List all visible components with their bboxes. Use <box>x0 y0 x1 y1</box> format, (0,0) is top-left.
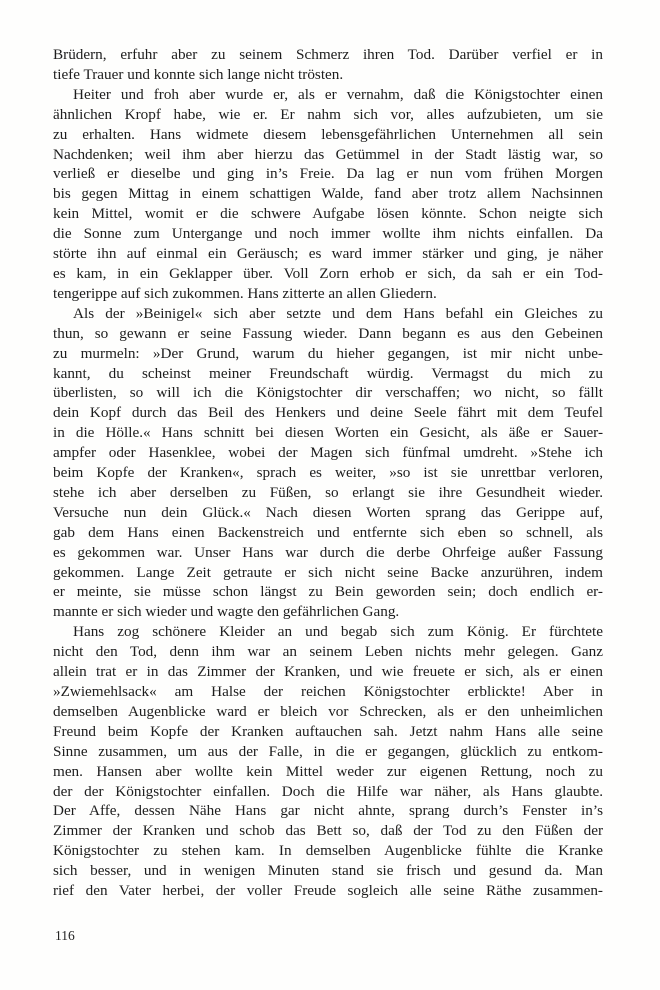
text-line: kannt, du scheinst meiner Freundschaft würdig. Vermagst du mich zu <box>53 364 603 382</box>
text-line: Nachdenken; weil ihm aber hierzu das Getümmel in der Stadt lästig war, so <box>53 145 603 163</box>
text-line: es kam, in ein Geklapper über. Voll Zorn erhob er sich, da sah er ein Tod- <box>53 264 603 282</box>
text-line: Hans zog schönere Kleider an und begab sich zum König. Er fürchtete <box>73 623 603 641</box>
text-line: thun, so gewann er seine Fassung wieder. Dann begann es aus den Gebeinen <box>53 324 603 342</box>
text-line: zu erhalten. Hans widmete diesem lebensgefährlichen Unternehmen all sein <box>53 125 603 143</box>
text-line: stehe ich aber derselben zu Füßen, so erlangt sie ihre Gesundheit wieder. <box>53 483 603 501</box>
text-line: gab dem Hans einen Backenstreich und entfernte sich eben so schnell, als <box>53 523 603 541</box>
text-line: kein Mittel, womit er die schwere Aufgabe lösen könnte. Schon neigte sich <box>53 205 603 223</box>
text-line: Als der »Beinigel« sich aber setzte und dem Hans befahl ein Gleiches zu <box>73 304 603 322</box>
text-line: er meinte, sie müsse schon längst zu Bein geworden sein; doch endlich er- <box>53 583 603 601</box>
text-line: die Sonne zum Untergange und noch immer wollte ihm nichts einfallen. Da <box>53 225 603 243</box>
text-line: es gekommen war. Unser Hans war durch die derbe Ohrfeige außer Fassung <box>53 543 603 561</box>
text-line: der der Königstochter einfallen. Doch die Hilfe war näher, als Hans glaubte. <box>53 782 603 800</box>
text-line: beim Kopfe der Kranken«, sprach es weiter, »so ist sie unrettbar verloren, <box>53 464 603 482</box>
paragraph <box>53 45 603 85</box>
text-line: zu murmeln: »Der Grund, warum du hieher gegangen, ist mir nicht unbe- <box>53 344 603 362</box>
text-line: Der Affe, dessen Nähe Hans gar nicht ahnte, sprang durch’s Fenster in’s <box>53 802 603 820</box>
text-line: Zimmer der Kranken und schob das Bett so, daß der Tod zu den Füßen der <box>53 822 603 840</box>
text-block <box>53 45 603 901</box>
text-line: Freund beim Kopfe der Kranken auftauchen sah. Jetzt nahm Hans alle seine <box>53 722 603 740</box>
paragraph <box>53 85 603 304</box>
text-line: störte ihn auf einmal ein Geräusch; es ward immer stärker und ging, je näher <box>53 245 603 263</box>
text-line: »Zwiemehlsack« am Halse der reichen Königstochter erblickte! Aber in <box>53 683 603 700</box>
text-line: dein Kopf durch das Beil des Henkers und deine Seele fährt mit dem Teufel <box>53 404 603 422</box>
text-line: in die Hölle.« Hans schnitt bei diesen Worten ein Gesicht, als äße er Sauer- <box>53 424 603 442</box>
text-line: tengerippe auf sich zukommen. Hans zitterte an allen Gliedern. <box>53 284 437 302</box>
text-line: rief den Vater herbei, der voller Freude sogleich alle seine Räthe zusammen- <box>53 882 603 900</box>
page-number: 116 <box>55 928 75 943</box>
paragraph <box>53 622 603 901</box>
text-line: überlisten, so will ich die Königstochter dir verschaffen; wo nicht, so fällt <box>53 384 603 402</box>
text-line: bis gegen Mittag in einem schattigen Walde, fand aber trotz allem Nachsinnen <box>53 185 603 203</box>
text-line: mannte er sich wieder und wagte den gefährlichen Gang. <box>53 603 400 621</box>
text-line: nicht den Tod, denn ihm war an seinem Leben nichts mehr gelegen. Ganz <box>53 643 603 661</box>
text-line: men. Hansen aber wollte kein Mittel weder zur eigenen Rettung, noch zu <box>53 762 603 780</box>
text-line: Brüdern, erfuhr aber zu seinem Schmerz ihren Tod. Darüber verfiel er in <box>53 46 603 63</box>
text-line: tiefe Trauer und konnte sich lange nicht trösten. <box>53 65 344 83</box>
paragraph <box>53 304 603 623</box>
text-line: Heiter und froh aber wurde er, als er vernahm, daß die Königstochter einen <box>73 85 603 103</box>
text-line: demselben Augenblicke ward er bleich vor Schrecken, als er den unheimlichen <box>53 702 603 720</box>
text-line: Sinne zusammen, um aus der Falle, in die er gegangen, glücklich zu entkom- <box>53 742 603 760</box>
text-line: Versuche nun dein Glück.« Nach diesen Worten sprang das Gerippe auf, <box>53 503 603 521</box>
text-line: allein trat er in das Zimmer der Kranken, und wie freuete er sich, als er einen <box>53 663 603 681</box>
text-line: ampfer oder Hasenklee, wobei der Magen sich fünfmal umdreht. »Stehe ich <box>53 444 603 462</box>
text-line: Königstochter zu stehen kam. In demselben Augenblicke fühlte die Kranke <box>53 842 603 860</box>
text-line: sich besser, und in wenigen Minuten stand sie frisch und gesund da. Man <box>53 862 603 880</box>
text-line: ähnlichen Kropf habe, wie er. Er nahm sich vor, alles aufzubieten, um sie <box>53 105 603 123</box>
text-line: gekommen. Lange Zeit getraute er sich nicht seine Backe anzurühren, indem <box>53 563 603 581</box>
text-line: verließ er dieselbe und ging in’s Freie. Da lag er nun vom frühen Morgen <box>53 165 603 183</box>
